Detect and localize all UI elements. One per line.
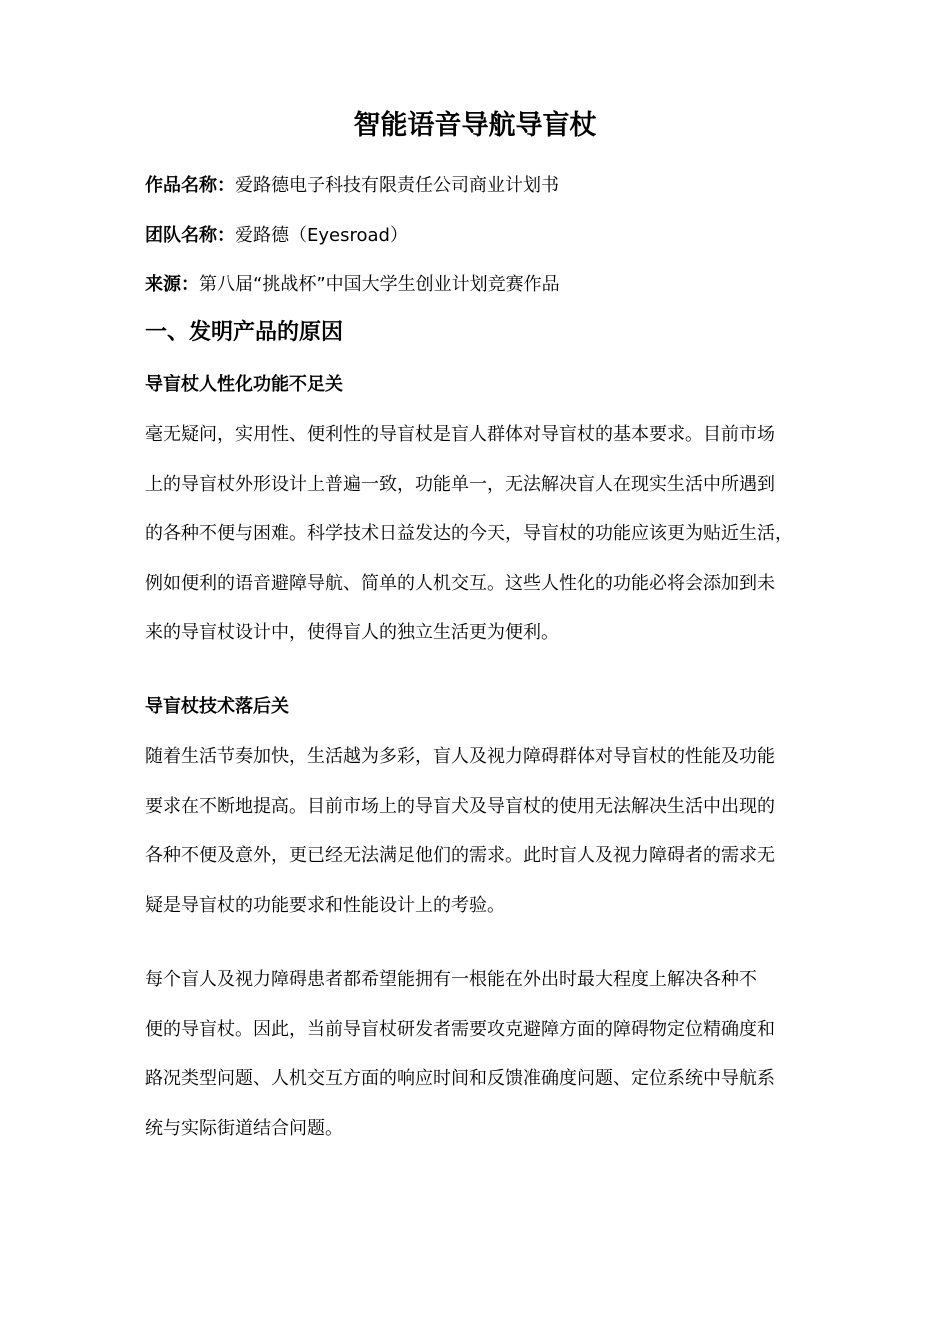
document-title: 智能语音导航导盲杖	[353, 110, 597, 141]
subsection-heading-humanization: 导盲杖人性化功能不足关	[145, 374, 343, 395]
paragraph-line: 每个盲人及视力障碍患者都希望能拥有一根能在外出时最大程度上解决各种不	[145, 969, 757, 990]
paragraph-line: 疑是导盲杖的功能要求和性能设计上的考验。	[145, 894, 505, 916]
paragraph-line: 随着生活节奏加快，生活越为多彩，盲人及视力障碍群体对导盲杖的性能及功能	[145, 746, 775, 767]
source-value: 第八届“挑战杯”中国大学生创业计划竞赛作品	[199, 274, 560, 295]
paragraph-line: 毫无疑问，实用性、便利性的导盲杖是盲人群体对导盲杖的基本要求。目前市场	[145, 424, 775, 445]
paragraph-line: 各种不便及意外，更已经无法满足他们的需求。此时盲人及视力障碍者的需求无	[145, 845, 775, 866]
work-name-value: 爱路德电子科技有限责任公司商业计划书	[235, 175, 559, 196]
source-label: 来源：	[145, 274, 199, 295]
paragraph-technology-1	[145, 743, 825, 941]
subsection-heading-technology: 导盲杖技术落后关	[145, 696, 289, 717]
paragraph-line: 便的导盲杖。因此，当前导盲杖研发者需要攻克避障方面的障碍物定位精确度和	[145, 1018, 775, 1040]
paragraph-line: 的各种不便与困难。科学技术日益发达的今天，导盲杖的功能应该更为贴近生活，	[145, 523, 793, 544]
work-name-line	[145, 172, 559, 200]
team-name-value: 爱路德（Eyesroad）	[235, 225, 408, 246]
paragraph-line: 上的导盲杖外形设计上普遍一致，功能单一，无法解决盲人在现实生活中所遇到	[145, 473, 775, 495]
paragraph-humanization	[145, 421, 825, 669]
paragraph-line: 统与实际街道结合问题。	[145, 1117, 343, 1139]
paragraph-line: 例如便利的语音避障导航、简单的人机交互。这些人性化的功能必将会添加到未	[145, 572, 775, 594]
section-heading: 一、发明产品的原因	[145, 320, 344, 345]
team-name-label: 团队名称：	[145, 225, 235, 246]
paragraph-technology-2	[145, 966, 825, 1164]
paragraph-line: 要求在不断地提高。目前市场上的导盲犬及导盲杖的使用无法解决生活中出现的	[145, 795, 775, 817]
work-name-label: 作品名称：	[145, 175, 235, 196]
source-line	[145, 271, 560, 299]
paragraph-line: 路况类型问题、人机交互方面的响应时间和反馈准确度问题、定位系统中导航系	[145, 1068, 775, 1089]
team-name-line	[145, 222, 408, 250]
paragraph-line: 来的导盲杖设计中，使得盲人的独立生活更为便利。	[145, 622, 559, 643]
